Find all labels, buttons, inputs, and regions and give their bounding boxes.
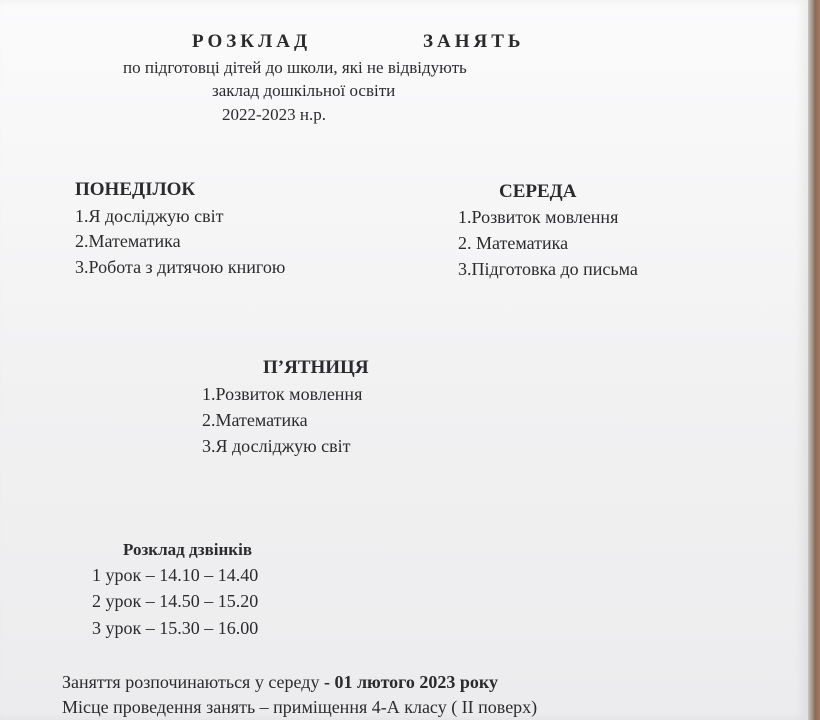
wednesday-item: 1.Розвиток мовлення [458, 207, 619, 227]
bell-item: 2 урок – 14.50 – 15.20 [92, 591, 259, 611]
subtitle-line-1: по підготовці дітей до школи, які не відвідують [123, 58, 467, 77]
location-info: Місце проведення занять – приміщення 4-А класу ( ІІ поверх) [62, 697, 538, 717]
monday-item: 2.Математика [75, 231, 181, 251]
day-title-monday: ПОНЕДІЛОК [75, 179, 196, 200]
monday-item: 3.Робота з дитячою книгою [75, 257, 286, 277]
start-prefix: Заняття розпочинаються у середу [62, 672, 324, 692]
day-title-wednesday: СЕРЕДА [499, 181, 577, 202]
page-edge [808, 0, 820, 720]
day-title-friday: П’ЯТНИЦЯ [263, 357, 369, 378]
bell-item: 3 урок – 15.30 – 16.00 [92, 618, 259, 638]
wednesday-item: 2. Математика [458, 233, 569, 253]
wednesday-item: 3.Підготовка до письма [458, 259, 638, 279]
friday-item: 3.Я досліджую світ [202, 436, 351, 456]
subtitle-line-2: заклад дошкільної освіти [212, 81, 396, 100]
bells-title: Розклад дзвінків [123, 540, 253, 559]
bell-item: 1 урок – 14.10 – 14.40 [92, 565, 259, 585]
monday-item: 1.Я досліджую світ [75, 206, 224, 226]
friday-item: 2.Математика [202, 410, 308, 430]
title-word-classes: ЗАНЯТЬ [423, 31, 525, 52]
academic-year: 2022-2023 н.р. [222, 105, 327, 124]
title-word-schedule: РОЗКЛАД [192, 31, 312, 52]
friday-item: 1.Розвиток мовлення [202, 384, 363, 404]
start-date: - 01 лютого 2023 року [323, 672, 499, 692]
start-info [62, 673, 498, 691]
